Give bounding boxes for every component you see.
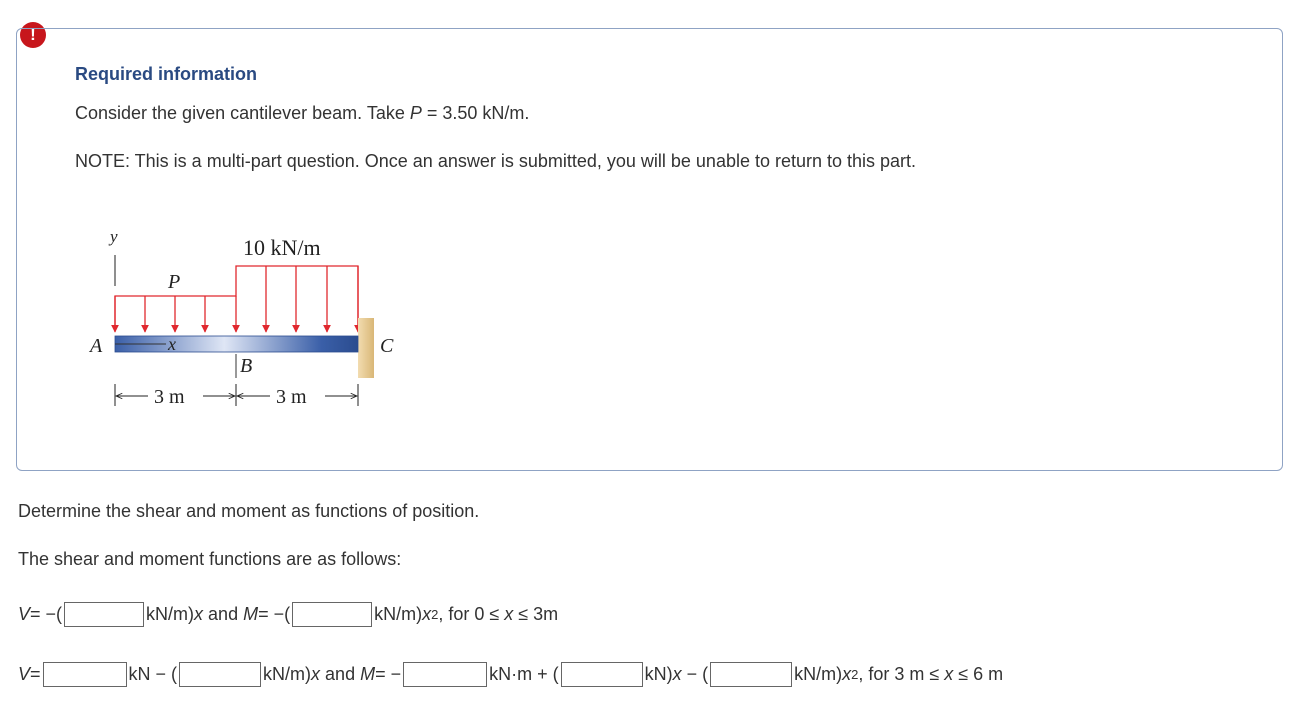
y-axis-label: y	[110, 227, 118, 246]
question-subtext: The shear and moment functions are as follows:	[18, 549, 402, 569]
shear-linear-coefficient-input[interactable]	[179, 662, 261, 687]
alert-icon: !	[20, 22, 46, 48]
answer-row-1: V = −( kN/m) x and M = −( kN/m) x 2 , for 0 ≤ x ≤ 3m	[18, 602, 558, 627]
required-info-title: Required information	[75, 64, 258, 84]
point-a-label: A	[90, 335, 103, 357]
cantilever-beam-figure	[88, 220, 418, 420]
moment-coefficient-input[interactable]	[292, 602, 372, 627]
point-c-label: C	[380, 335, 394, 357]
shear-constant-input[interactable]	[43, 662, 127, 687]
dimension-bc: 3 m	[276, 386, 307, 408]
problem-statement: Consider the given cantilever beam. Take P = 3.50 kN/m.	[75, 103, 530, 123]
moment-constant-input[interactable]	[403, 662, 487, 687]
note-text: NOTE: This is a multi-part question. Once an answer is submitted, you will be unable to return to this part.	[75, 151, 917, 171]
dimension-ab: 3 m	[154, 386, 185, 408]
moment-quadratic-coefficient-input[interactable]	[710, 662, 792, 687]
p-label: P	[168, 271, 181, 293]
moment-linear-coefficient-input[interactable]	[561, 662, 643, 687]
x-axis-label: x	[168, 334, 176, 354]
point-b-label: B	[240, 355, 253, 377]
question-text: Determine the shear and moment as functions of position.	[18, 501, 480, 521]
shear-coefficient-input[interactable]	[64, 602, 144, 627]
answer-row-2: V = kN − ( kN/m) x and M = − kN·m + ( kN) x − ( kN/m) x 2 , for 3 m ≤ x ≤ 6 m	[18, 662, 1003, 687]
fixed-support-wall	[358, 318, 374, 378]
load-label: 10 kN/m	[243, 235, 321, 260]
